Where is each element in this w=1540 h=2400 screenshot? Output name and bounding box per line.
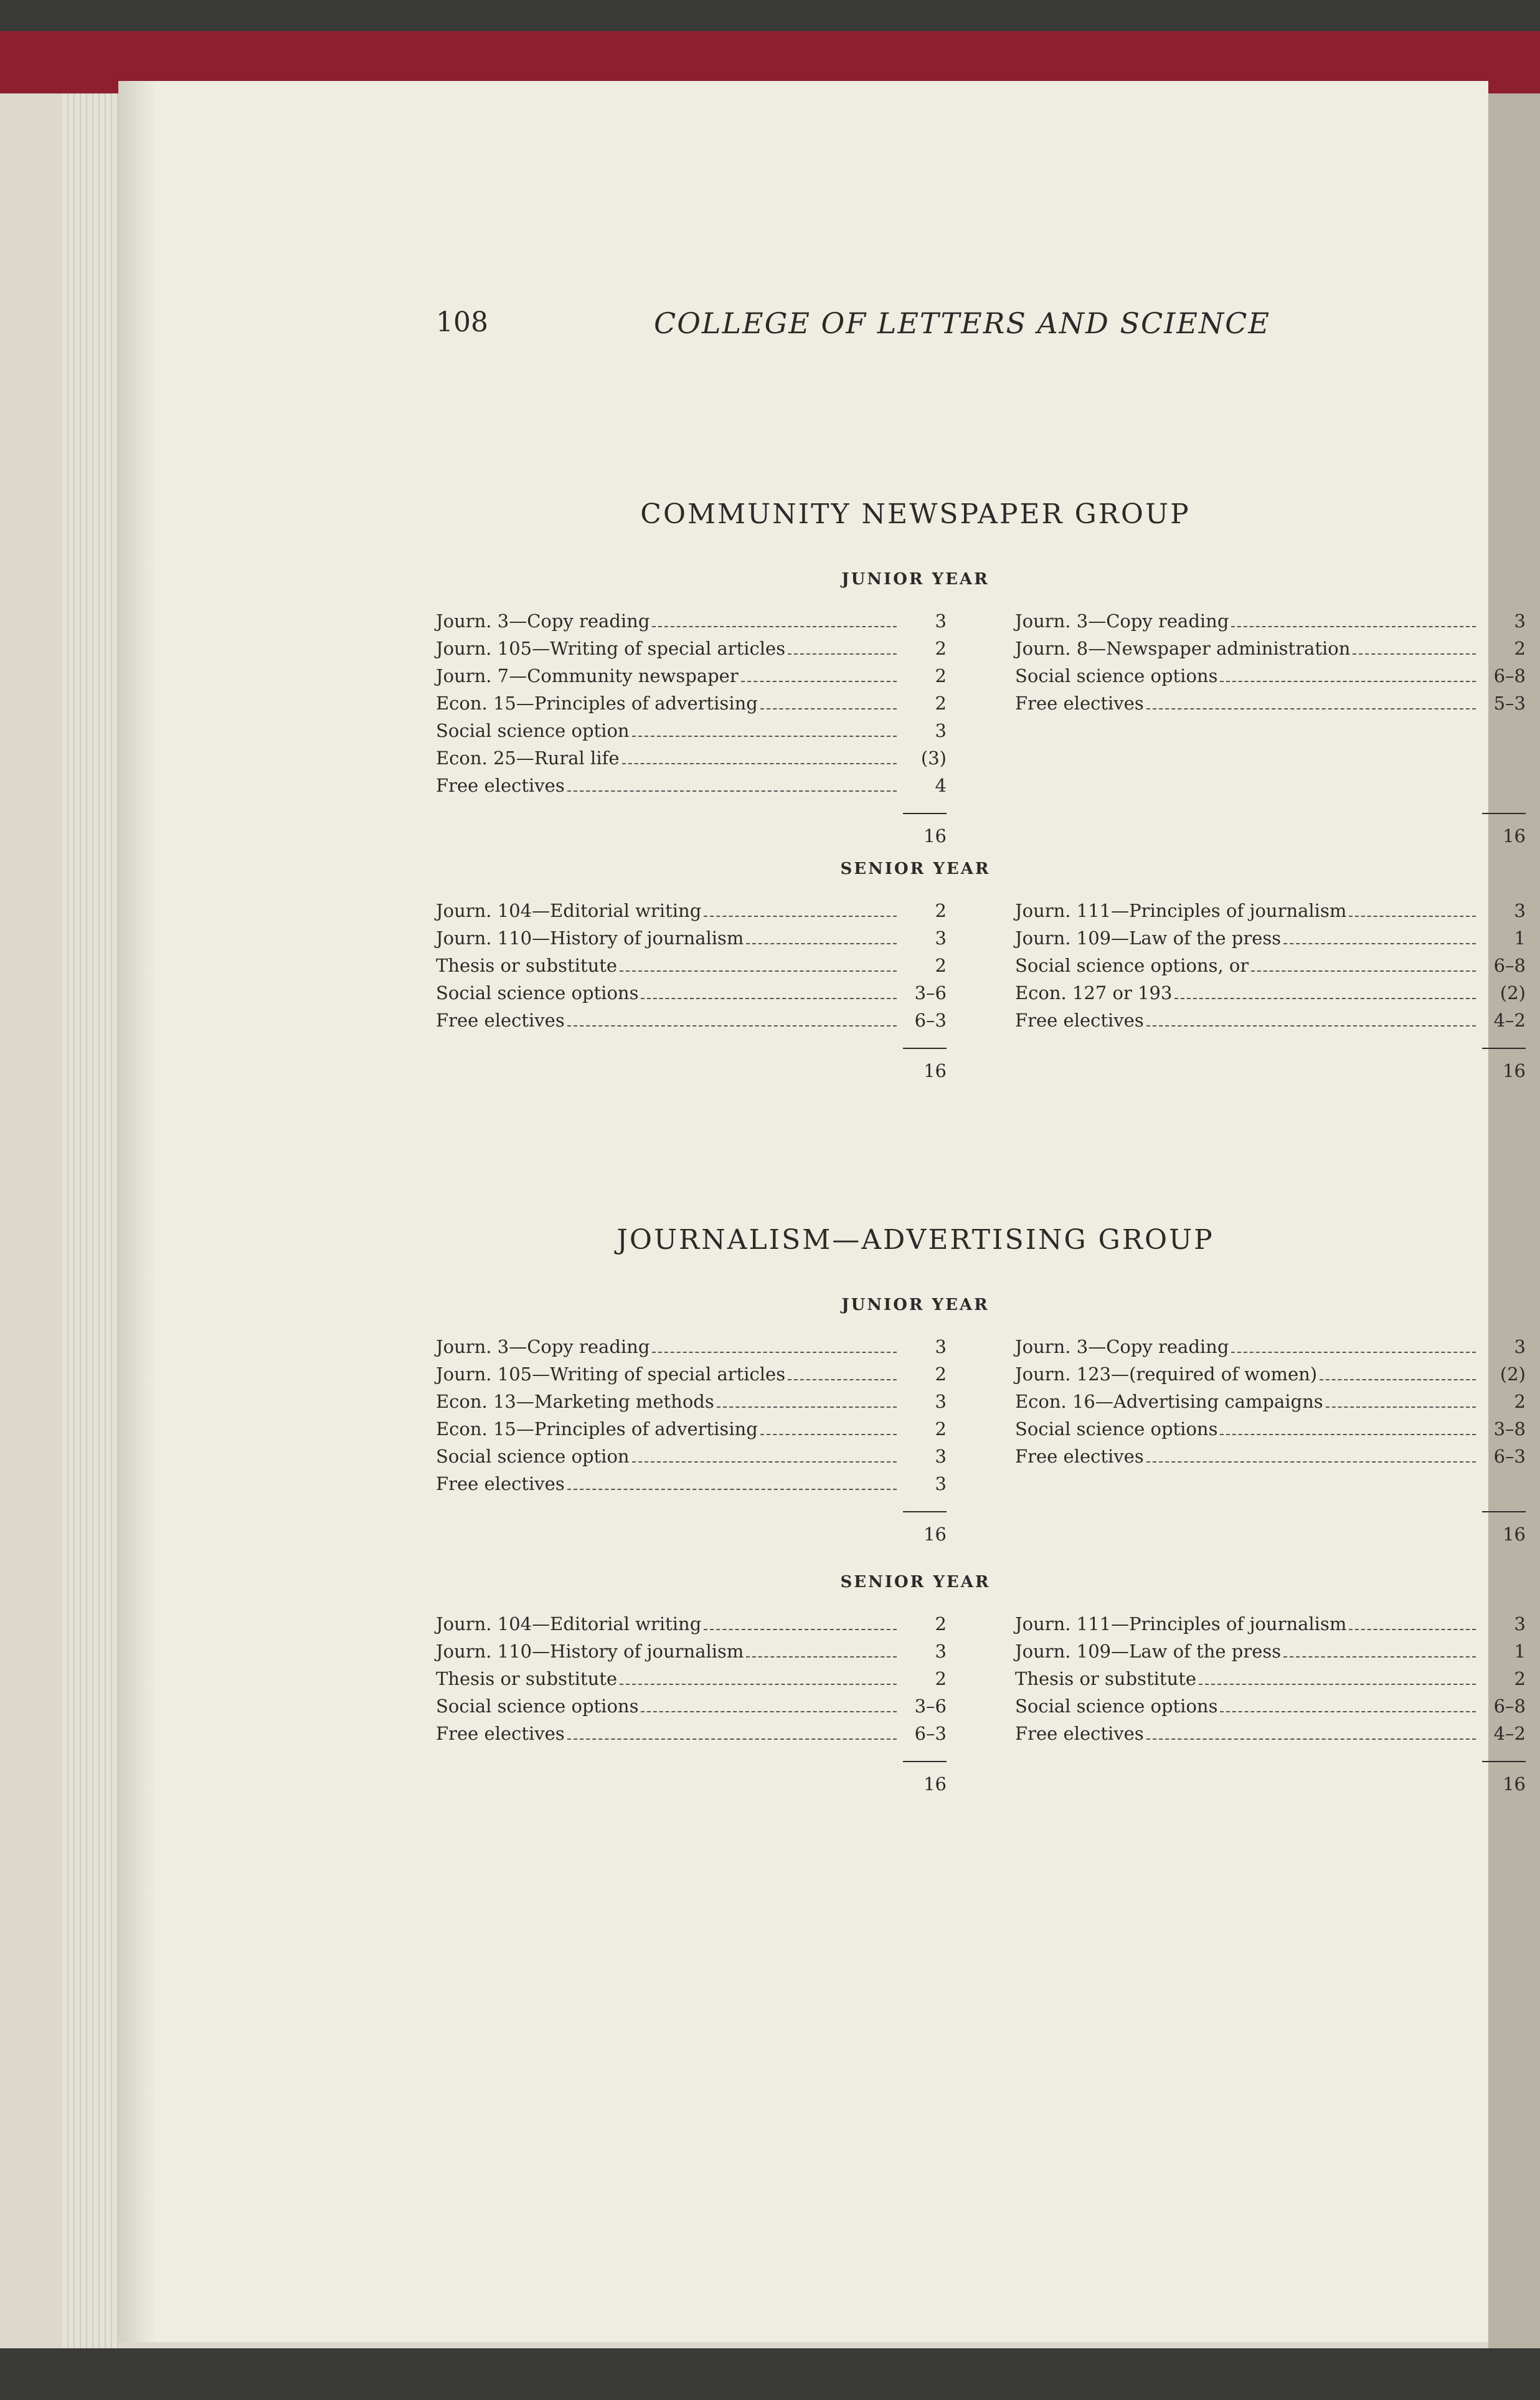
course-name: Journ. 7—Community newspaper [436,665,739,686]
dot-leader [760,708,897,709]
credits: 2 [935,1364,947,1385]
credits: 3 [1514,1336,1526,1357]
credits: 2 [935,955,947,976]
credits: 3 [935,610,947,632]
credits: 6–3 [914,1010,947,1031]
credits: (2) [1500,1364,1526,1385]
credits: 2 [1514,638,1526,659]
course-name: Free electives [436,1723,565,1744]
course-name: Journ. 3—Copy reading [436,1336,650,1357]
total-rule [1482,1048,1526,1049]
course-name: Econ. 15—Principles of advertising [436,1418,758,1440]
credit-total: 16 [924,1524,947,1545]
dot-leader [1320,1378,1476,1380]
course-name: Econ. 16—Advertising campaigns [1015,1391,1323,1412]
dot-leader [1349,1628,1476,1630]
course-name: Journ. 109—Law of the press [1015,1641,1282,1662]
dot-leader [1220,1710,1476,1712]
credits: 5–3 [1493,693,1526,714]
dot-leader [567,1738,897,1740]
course-name: Thesis or substitute [436,1668,618,1689]
course-name: Free electives [1015,1723,1144,1744]
credits: 2 [1514,1668,1526,1689]
page-number: 108 [436,306,488,338]
credits: 4–2 [1493,1723,1526,1744]
course-row [436,952,947,979]
credits: 3 [935,1446,947,1467]
dot-leader [620,970,897,972]
credits: 2 [935,665,947,686]
total-rule [903,813,947,814]
running-head: COLLEGE OF LETTERS AND SCIENCE [654,306,1270,340]
course-row [436,1443,947,1470]
credit-total: 16 [924,1773,947,1795]
dot-leader [1146,708,1476,709]
second-semester-column [1015,897,1526,1034]
course-name: Econ. 13—Marketing methods [436,1391,714,1412]
course-row [436,744,947,772]
first-semester-column [436,1610,947,1747]
dot-leader [641,997,897,999]
course-row [1015,1610,1526,1638]
dot-leader [1353,653,1476,655]
credits: (2) [1500,982,1526,1003]
dot-leader [1231,625,1476,627]
course-name: Free electives [1015,693,1144,714]
credits: 3 [1514,900,1526,921]
course-name: Social science option [436,1446,630,1467]
dot-leader [652,625,897,627]
course-name: Thesis or substitute [436,955,618,976]
credits: 6–8 [1493,955,1526,976]
dot-leader [1146,1025,1476,1027]
course-name: Journ. 105—Writing of special articles [436,1364,786,1385]
year-title: JUNIOR YEAR [841,1296,990,1314]
second-semester-column [1015,1610,1526,1747]
course-row [436,1388,947,1415]
course-row [436,1007,947,1034]
total-rule [1482,1761,1526,1762]
dot-leader [620,1683,897,1685]
course-name: Journ. 110—History of journalism [436,1641,744,1662]
course-name: Journ. 104—Editorial writing [436,900,702,921]
credits: 6–8 [1493,1696,1526,1717]
course-row [1015,1388,1526,1415]
year-title: SENIOR YEAR [840,1573,991,1591]
course-name: Journ. 8—Newspaper administration [1015,638,1351,659]
course-name: Journ. 104—Editorial writing [436,1613,702,1634]
course-row [436,772,947,799]
dot-leader [741,680,897,682]
course-row [436,1665,947,1692]
dot-leader [1146,1738,1476,1740]
course-row [1015,924,1526,952]
course-name: Social science options [1015,1696,1218,1717]
dot-leader [1349,915,1476,917]
course-name: Journ. 111—Principles of journalism [1015,1613,1347,1634]
credits: 3 [1514,610,1526,632]
course-row [1015,1360,1526,1388]
course-row [1015,1665,1526,1692]
course-row [1015,1333,1526,1360]
course-row [1015,1007,1526,1034]
course-row [436,1720,947,1747]
course-row [436,1360,947,1388]
page-edges [62,93,118,2348]
course-name: Social science options [1015,1418,1218,1440]
course-name: Journ. 3—Copy reading [1015,610,1229,632]
course-row [1015,979,1526,1007]
credits: 3–6 [914,982,947,1003]
credits: (3) [920,747,947,769]
credits: 3 [935,927,947,949]
group-title: JOURNALISM—ADVERTISING GROUP [616,1224,1214,1256]
credits: 2 [935,1418,947,1440]
next-page-edge [1488,93,1540,2348]
course-name: Social science options [436,1696,639,1717]
course-row [1015,662,1526,690]
course-name: Free electives [436,775,565,796]
course-row [1015,1415,1526,1443]
course-row [436,924,947,952]
credits: 1 [1514,1641,1526,1662]
credits: 2 [935,900,947,921]
credits: 3 [935,720,947,741]
group-title: COMMUNITY NEWSPAPER GROUP [640,498,1191,530]
credits: 2 [935,693,947,714]
dot-leader [1283,942,1476,944]
course-row [1015,952,1526,979]
dot-leader [717,1406,897,1408]
course-name: Social science options [436,982,639,1003]
course-name: Journ. 105—Writing of special articles [436,638,786,659]
course-row [1015,690,1526,717]
course-name: Social science options, or [1015,955,1249,976]
course-name: Econ. 127 or 193 [1015,982,1173,1003]
second-semester-column [1015,607,1526,717]
credit-total: 16 [1503,825,1526,847]
dot-leader [704,915,897,917]
credits: 2 [935,1613,947,1634]
year-title: JUNIOR YEAR [841,570,990,589]
dot-leader [632,735,897,737]
course-name: Social science option [436,720,630,741]
first-semester-column [436,1333,947,1497]
course-name: Journ. 123—(required of women) [1015,1364,1318,1385]
dot-leader [760,1433,897,1435]
course-row [436,1638,947,1665]
credits: 2 [935,638,947,659]
course-name: Free electives [436,1473,565,1494]
course-row [1015,1692,1526,1720]
course-name: Econ. 15—Principles of advertising [436,693,758,714]
course-name: Free electives [1015,1010,1144,1031]
course-row [1015,607,1526,635]
credits: 6–8 [1493,665,1526,686]
credits: 2 [935,1668,947,1689]
credits: 4–2 [1493,1010,1526,1031]
course-row [436,1415,947,1443]
course-name: Thesis or substitute [1015,1668,1197,1689]
dot-leader [1199,1683,1476,1685]
course-row [436,1470,947,1497]
credit-total: 16 [1503,1773,1526,1795]
credits: 2 [1514,1391,1526,1412]
course-row [1015,635,1526,662]
course-name: Journ. 111—Principles of journalism [1015,900,1347,921]
course-name: Free electives [436,1010,565,1031]
credit-total: 16 [1503,1524,1526,1545]
course-row [436,1333,947,1360]
dot-leader [1220,1433,1476,1435]
credits: 4 [935,775,947,796]
dot-leader [788,1378,897,1380]
course-row [1015,1443,1526,1470]
credits: 3–8 [1493,1418,1526,1440]
dot-leader [567,1488,897,1490]
total-rule [1482,1511,1526,1512]
total-rule [1482,813,1526,814]
year-title: SENIOR YEAR [840,860,991,878]
dot-leader [746,1656,897,1658]
credits: 3 [935,1336,947,1357]
total-rule [903,1761,947,1762]
dot-leader [567,790,897,792]
dot-leader [1174,997,1476,999]
dot-leader [1220,680,1476,682]
dot-leader [1326,1406,1476,1408]
course-name: Econ. 25—Rural life [436,747,620,769]
credits: 6–3 [1493,1446,1526,1467]
course-name: Journ. 110—History of journalism [436,927,744,949]
course-row [1015,1638,1526,1665]
total-rule [903,1511,947,1512]
first-semester-column [436,607,947,799]
credits: 3 [935,1641,947,1662]
dot-leader [622,762,897,764]
course-name: Social science options [1015,665,1218,686]
second-semester-column [1015,1333,1526,1470]
course-name: Journ. 109—Law of the press [1015,927,1282,949]
course-row [436,690,947,717]
course-name: Journ. 3—Copy reading [1015,1336,1229,1357]
course-row [436,635,947,662]
course-row [1015,1720,1526,1747]
credit-total: 16 [924,825,947,847]
course-name: Journ. 3—Copy reading [436,610,650,632]
course-row [436,607,947,635]
dot-leader [746,942,897,944]
credits: 3 [1514,1613,1526,1634]
credits: 3–6 [914,1696,947,1717]
course-row [436,979,947,1007]
dot-leader [632,1461,897,1463]
dot-leader [641,1710,897,1712]
credits: 1 [1514,927,1526,949]
total-rule [903,1048,947,1049]
dot-leader [567,1025,897,1027]
course-row [436,897,947,924]
course-row [436,717,947,744]
dot-leader [704,1628,897,1630]
credits: 6–3 [914,1723,947,1744]
dot-leader [652,1351,897,1353]
dot-leader [788,653,897,655]
credit-total: 16 [1503,1060,1526,1081]
dot-leader [1231,1351,1476,1353]
first-semester-column [436,897,947,1034]
credit-total: 16 [924,1060,947,1081]
course-row [436,662,947,690]
book-page [118,81,1526,2342]
dot-leader [1146,1461,1476,1463]
page-header [318,306,1513,344]
course-name: Free electives [1015,1446,1144,1467]
credits: 3 [935,1391,947,1412]
dot-leader [1283,1656,1476,1658]
dot-leader [1251,970,1476,972]
credits: 3 [935,1473,947,1494]
course-row [436,1610,947,1638]
course-row [436,1692,947,1720]
course-row [1015,897,1526,924]
